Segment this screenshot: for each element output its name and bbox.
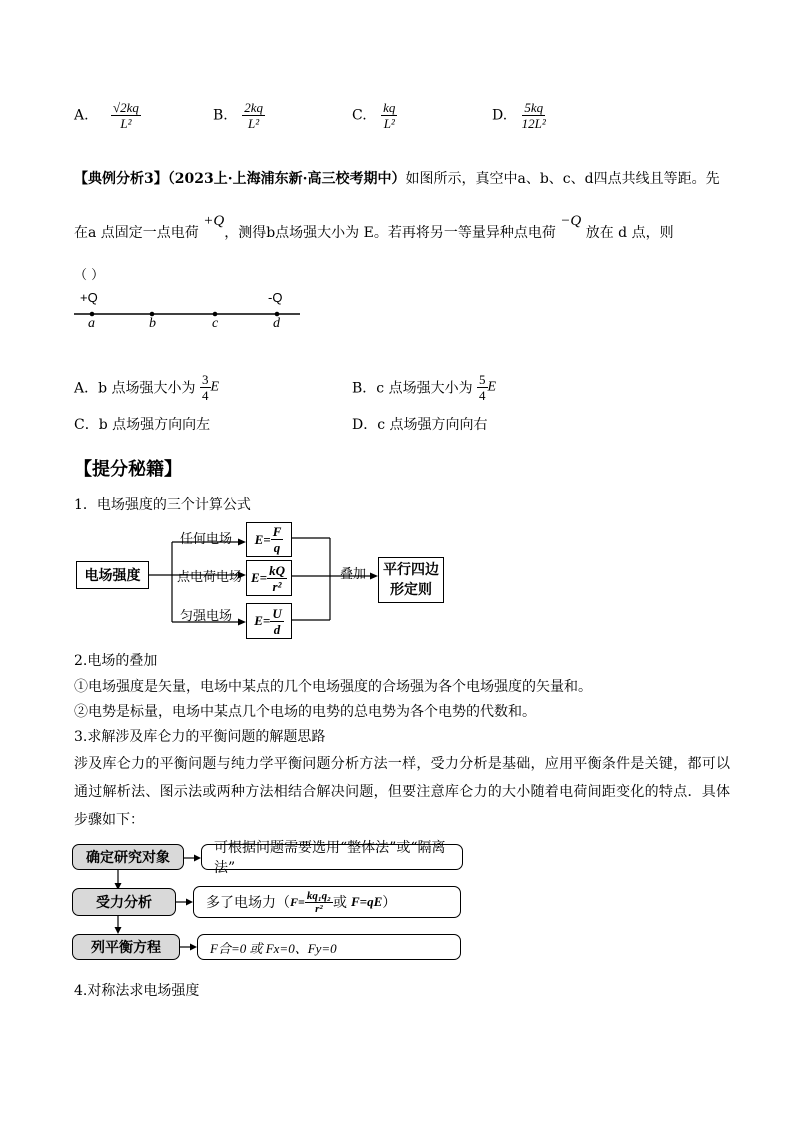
numerator: F [272, 524, 282, 539]
step-label: 确定研究对象 [86, 850, 170, 866]
arrow-head [186, 899, 193, 906]
fraction [267, 563, 287, 594]
note-equilibrium-equation [197, 934, 461, 960]
item2-title: 2.电场的叠加 [74, 653, 158, 669]
denominator: 4 [202, 388, 209, 403]
note-text: 可根据问题需要选用“整体法”或“隔离法” [214, 840, 446, 876]
formula-lhs: E= [254, 531, 271, 547]
arrow-head [190, 944, 197, 951]
denominator: 12L² [521, 116, 546, 131]
example-text-2c: 放在 d 点，则 [585, 225, 674, 241]
result-box [378, 557, 444, 603]
step-identify-object [72, 844, 184, 870]
branch-label-uniform: 匀强电场 [180, 609, 233, 624]
option-label: D. [492, 107, 508, 124]
step-label: 受力分析 [96, 895, 152, 911]
choice-b [352, 372, 496, 403]
example-text-2b: ，测得b点场强大小为 E。若再将另一等量异种点电荷 [224, 225, 556, 241]
denominator: r² [315, 902, 323, 915]
choice-text: b 点场强大小为 [98, 380, 196, 397]
numerator: 5 [479, 372, 486, 387]
numerator: 3 [202, 372, 209, 387]
denominator: r² [272, 578, 282, 594]
section-title: 【提分秘籍】 [74, 459, 182, 480]
denominator: L² [383, 116, 395, 131]
choice-label: A． [74, 380, 99, 397]
branch-label-point: 点电荷电场 [177, 570, 243, 585]
arrow-head [194, 855, 201, 862]
note-text: F合=0 或 Fx=0、Fy=0 [210, 940, 337, 956]
choice-a [74, 372, 219, 403]
charge-pos: +Q [203, 213, 225, 229]
choice-d [352, 414, 488, 434]
label-c: c [212, 316, 219, 331]
choice-text: c 点场强方向向右 [377, 417, 488, 433]
label-a: a [88, 316, 95, 331]
note-force-analysis [193, 886, 461, 918]
fraction [271, 524, 284, 555]
merge-label: 叠加 [340, 567, 367, 582]
denominator: d [273, 621, 281, 637]
denominator: L² [120, 116, 132, 131]
arrow-head [115, 927, 122, 934]
note-text: ） [382, 895, 397, 911]
numerator: √2kq [113, 100, 139, 115]
choice-c [74, 414, 210, 434]
example-text-1: 如图所示，真空中a、b、c、d四点共线且等距。先 [405, 171, 720, 187]
fraction [522, 100, 546, 131]
numerator: U [272, 605, 282, 621]
item2-line2: ②电势是标量，电场中某点几个电场的电势的总电势为各个电势的代数和。 [74, 704, 536, 720]
denominator: q [273, 540, 281, 555]
choice-text: c 点场强大小为 [376, 380, 473, 397]
example-tag: 【典例分析3】 [74, 171, 168, 187]
fraction [200, 372, 211, 403]
item3-title: 3.求解涉及库仑力的平衡问题的解题思路 [74, 729, 326, 745]
formula-box-any [246, 522, 292, 557]
note-text: 或 [333, 895, 348, 911]
fraction [242, 100, 265, 131]
note-identify-object [201, 840, 463, 876]
label-b: b [149, 316, 156, 331]
denominator: L² [248, 116, 260, 131]
numerator: kq₁q₂ [306, 889, 332, 902]
denominator: 4 [479, 388, 486, 403]
choice-label: D． [352, 417, 378, 433]
choice-label: B． [352, 380, 377, 397]
example-heading [74, 168, 720, 188]
step-force-analysis [72, 888, 176, 916]
label-d: d [273, 316, 280, 331]
option-c [352, 100, 397, 131]
step-equilibrium-equation [72, 934, 180, 960]
formula-lhs: E= [251, 570, 268, 585]
label-plus-q: +Q [80, 290, 98, 305]
formula-box-uniform [246, 603, 292, 639]
item4-title: 4.对称法求电场强度 [74, 983, 200, 999]
root-label: 电场强度 [84, 568, 141, 584]
formula-lhs: F= [290, 894, 305, 909]
numerator: 2kq [244, 100, 263, 115]
item1-title: 1．电场强度的三个计算公式 [74, 497, 251, 513]
numerator: kQ [269, 562, 285, 578]
note-text: 多了电场力（ [206, 895, 290, 911]
formula-box-point [246, 560, 292, 596]
root-box [76, 561, 149, 589]
fraction [477, 372, 488, 403]
fraction [111, 100, 141, 131]
arrow-head [238, 539, 246, 546]
answer-paren: （ ） [74, 268, 105, 283]
example-line-2 [74, 213, 674, 242]
example-source: （2023上·上海浦东新·高三校考期中） [167, 171, 406, 187]
label-minus-q: -Q [268, 290, 283, 305]
formula: F=qE [351, 894, 383, 909]
choice-suffix: E [487, 379, 497, 395]
item3-paragraph: 涉及库仑力的平衡问题与纯力学平衡问题分析方法一样，受力分析是基础，应用平衡条件是关键，都可以通过解析法、图示法或两种方法相结合解决问题，但要注意库仑力的大小随着电荷间距变化的特点．具体步骤如下： [74, 756, 730, 828]
option-label: B. [213, 107, 228, 124]
step-label: 列平衡方程 [91, 940, 161, 956]
fraction [305, 890, 333, 915]
option-d [492, 100, 546, 131]
numerator: kq [383, 100, 396, 115]
choice-label: C． [74, 417, 99, 433]
choice-text: b 点场强方向向左 [98, 417, 211, 433]
branch-label-any: 任何电场 [180, 532, 233, 547]
item2-line1: ①电场强度是矢量，电场中某点的几个电场强度的合场强为各个电场强度的矢量和。 [74, 679, 592, 695]
fraction [270, 606, 283, 637]
arrow-head [370, 573, 378, 580]
option-a [74, 100, 141, 131]
option-label: A. [74, 107, 89, 124]
option-label: C. [352, 107, 367, 124]
result-line: 形定则 [390, 582, 432, 598]
result-line: 平行四边 [383, 562, 439, 578]
numerator: 5kq [524, 100, 544, 115]
option-b [213, 100, 265, 131]
charge-neg: −Q [560, 213, 582, 229]
example-text-2a: 在a 点固定一点电荷 [74, 225, 199, 241]
arrow-head [238, 619, 246, 626]
formula-lhs: E= [254, 613, 271, 628]
fraction [381, 100, 397, 131]
choice-suffix: E [210, 379, 220, 395]
